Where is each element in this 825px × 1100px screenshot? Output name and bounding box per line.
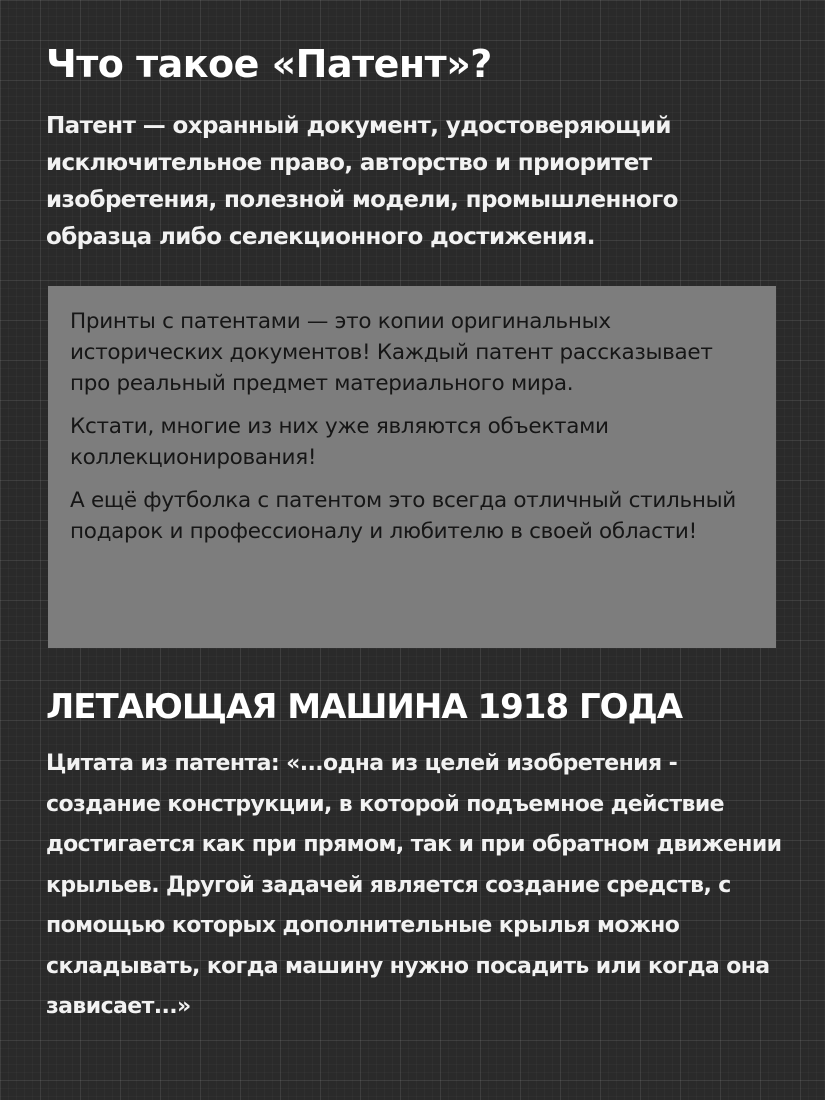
info-box — [48, 286, 776, 648]
section-title: ЛЕТАЮЩАЯ МАШИНА 1918 ГОДА — [46, 687, 683, 727]
patent-definition: Патент — охранный документ, удостоверяющий исключительное право, авторство и приоритет изобретения, полезной модели, промышленного образца либо селекционного достижения. — [46, 113, 678, 250]
info-paragraph: Принты с патентами — это копии оригинальных исторических документов! Каждый патент рассказывает про реальный предмет материального мира. — [70, 309, 713, 396]
info-paragraph: Кстати, многие из них уже являются объектами коллекционирования! — [70, 414, 609, 470]
info-paragraph: А ещё футболка с патентом это всегда отличный стильный подарок и профессионалу и любителю в своей области! — [70, 488, 736, 544]
patent-quote: Цитата из патента: «...одна из целей изобретения - создание конструкции, в которой подъемное действие достигается как при прямом, так и при обратном движении крыльев. Другой задачей является создание средств, с помощью которых дополнительные крылья можно складывать, когда машину нужно посадить или когда она зависает...» — [46, 751, 782, 1019]
page-title: Что такое «Патент»? — [46, 42, 492, 86]
